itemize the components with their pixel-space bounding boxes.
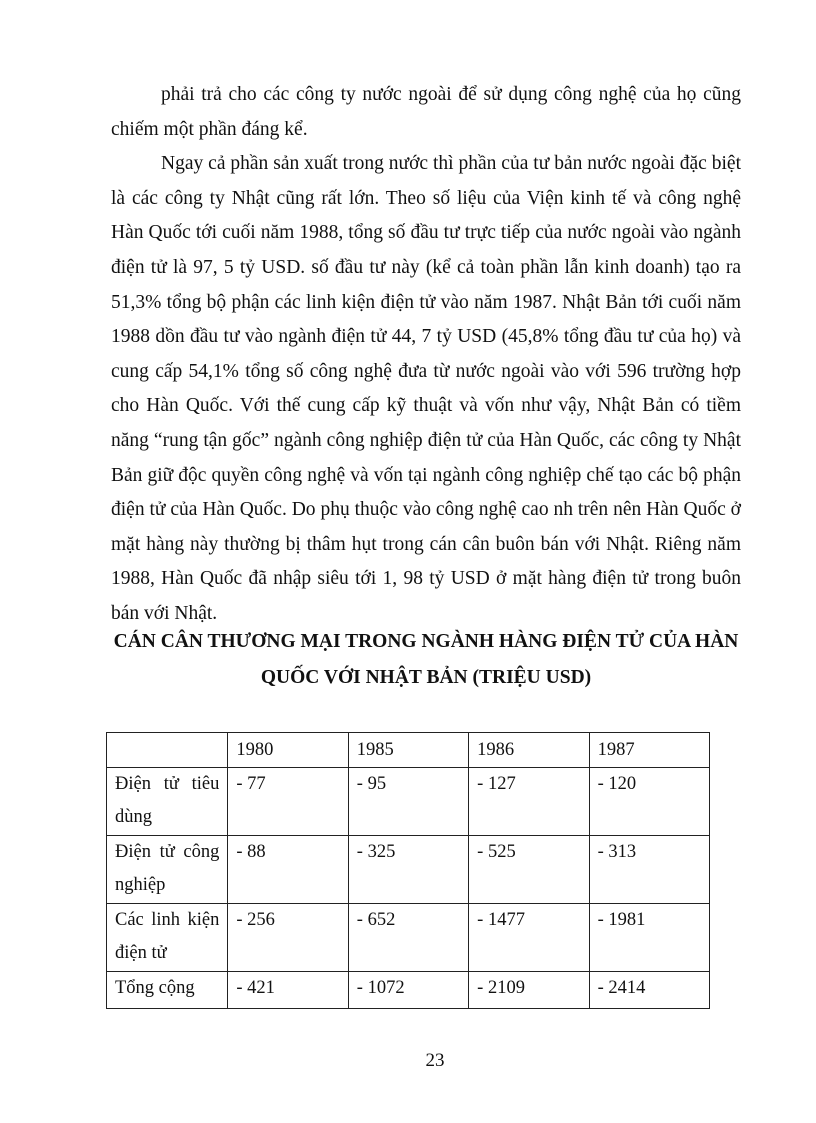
table-cell: - 652 — [348, 904, 468, 972]
paragraph: Ngay cả phần sản xuất trong nước thì phần của tư bản nước ngoài đặc biệt là các công ty Nhật cũng rất lớn. Theo số liệu của Viện kinh tế và công nghệ Hàn Quốc tới cuối năm 1988, tổng số đầu tư trực tiếp của nước ngoài vào ngành điện tử là 97, 5 tỷ USD. số đầu tư này (kể cả toàn phần lẫn kinh doanh) tạo ra 51,3% tổng bộ phận các linh kiện điện tử vào năm 1987. Nhật Bản tới cuối năm 1988 dồn đầu tư vào ngành điện tử 44, 7 tỷ USD (45,8% tổng đầu tư của họ) và cung cấp 54,1% tổng số công nghệ đưa từ nước ngoài vào với 596 trường hợp cho Hàn Quốc. Với thế cung cấp kỹ thuật và vốn như vậy, Nhật Bản có tiềm năng “rung tận gốc” ngành công nghiệp điện tử của Hàn Quốc, các công ty Nhật Bản giữ độc quyền công nghệ và vốn tại ngành công nghiệp chế tạo các bộ phận điện tử của Hàn Quốc. Do phụ thuộc vào công nghệ cao nh trên nên Hàn Quốc ở mặt hàng này thường bị thâm hụt trong cán cân buôn bán với Nhật. Riêng năm 1988, Hàn Quốc đã nhập siêu tới 1, 98 tỷ USD ở mặt hàng điện tử trong buôn bán với Nhật. — [111, 153, 741, 624]
table-cell: - 256 — [228, 904, 348, 972]
table-title: CÁN CÂN THƯƠNG MẠI TRONG NGÀNH HÀNG ĐIỆN TỬ CỦA HÀN QUỐC VỚI NHẬT BẢN (TRIỆU USD) — [113, 631, 739, 688]
table-cell: - 77 — [228, 768, 348, 836]
paragraph-continuation: phải trả cho các công ty nước ngoài để sử dụng công nghệ của họ cũng chiếm một phần đáng kể. — [111, 84, 741, 140]
table-cell: - 120 — [589, 768, 709, 836]
table-cell: - 127 — [469, 768, 589, 836]
table-cell: - 421 — [228, 972, 348, 1009]
body-text — [111, 78, 741, 632]
table-cell: - 1981 — [589, 904, 709, 972]
table-cell: - 1477 — [469, 904, 589, 972]
table-cell: - 2414 — [589, 972, 709, 1009]
table-row — [107, 904, 710, 972]
table-row — [107, 768, 710, 836]
table-header-row — [107, 733, 710, 768]
table-header-cell: 1980 — [228, 733, 348, 768]
table-header-cell: 1985 — [348, 733, 468, 768]
table-cell: - 525 — [469, 836, 589, 904]
page-number: 23 — [425, 1050, 445, 1071]
table-cell: - 1072 — [348, 972, 468, 1009]
table-cell: - 95 — [348, 768, 468, 836]
table-header-cell: 1986 — [469, 733, 589, 768]
table-cell: - 325 — [348, 836, 468, 904]
table-cell: - 88 — [228, 836, 348, 904]
table-row — [107, 836, 710, 904]
trade-balance-table — [106, 732, 710, 1009]
row-label: Điện tử công nghiệp — [107, 836, 228, 904]
table-total-row — [107, 972, 710, 1009]
row-label: Điện tử tiêu dùng — [107, 768, 228, 836]
table-header-cell: 1987 — [589, 733, 709, 768]
table-cell: - 2109 — [469, 972, 589, 1009]
table-header-empty — [107, 733, 228, 768]
table-cell: - 313 — [589, 836, 709, 904]
row-label: Tổng cộng — [107, 972, 228, 1009]
row-label: Các linh kiện điện tử — [107, 904, 228, 972]
